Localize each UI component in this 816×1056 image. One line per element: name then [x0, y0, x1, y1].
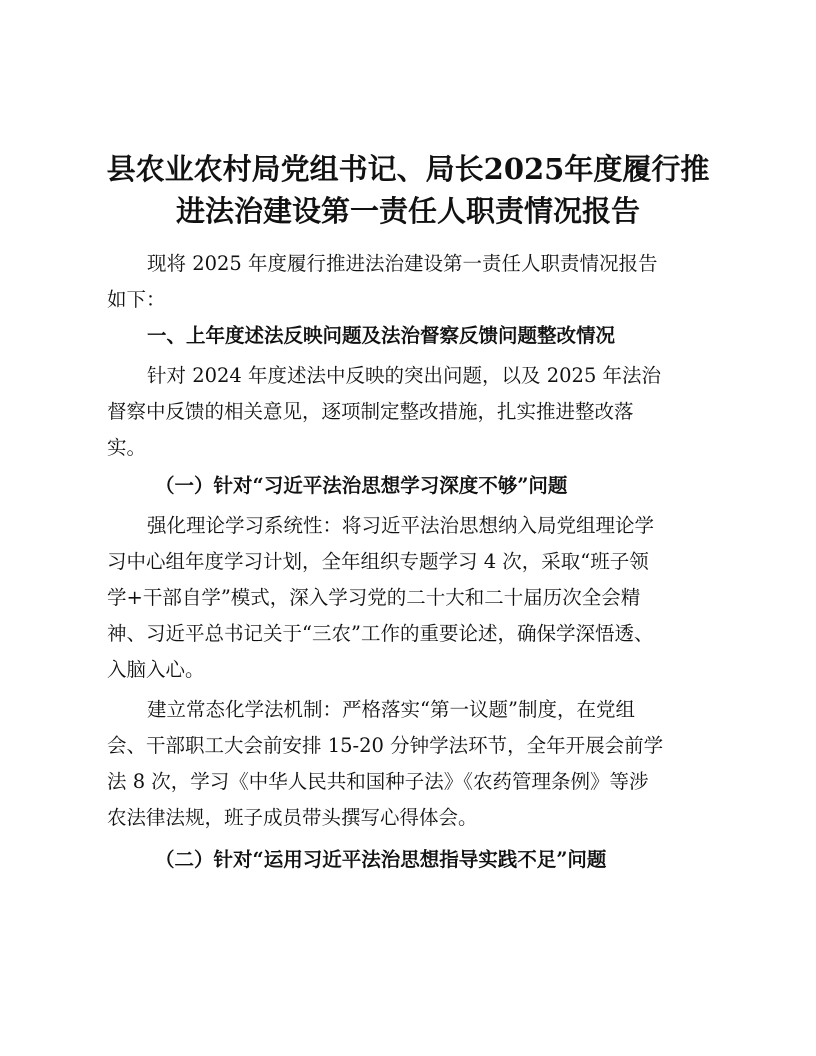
subsection-1-para-1-line-4: 神、习近平总书记关于“三农”工作的重要论述，确保学深悟透、	[107, 622, 654, 645]
intro-line-1: 现将 2025 年度履行推进法治建设第一责任人职责情况报告	[147, 252, 658, 275]
subsection-1-para-1-line-2: 习中心组年度学习计划，全年组织专题学习 4 次，采取“班子领	[107, 550, 649, 573]
subsection-1-para-2-line-4: 农法律法规，班子成员带头撰写心得体会。	[107, 806, 478, 829]
subsection-1-para-1-line-1: 强化理论学习系统性：将习近平法治思想纳入局党组理论学	[147, 514, 655, 537]
section-1-para-line-3: 实。	[107, 436, 147, 459]
subsection-2-heading: （二）针对“运用习近平法治思想指导实践不足”问题	[155, 848, 607, 871]
section-1-heading: 一、上年度述法反映问题及法治督察反馈问题整改情况	[147, 324, 616, 347]
subsection-1-para-1-line-3: 学+干部自学”模式，深入学习党的二十大和二十届历次全会精	[107, 586, 641, 609]
section-1-para-line-2: 督察中反馈的相关意见，逐项制定整改措施，扎实推进整改落	[107, 400, 634, 423]
subsection-1-heading: （一）针对“习近平法治思想学习深度不够”问题	[155, 474, 568, 497]
subsection-1-para-2-line-2: 会、干部职工大会前安排 15-20 分钟学法环节，全年开展会前学	[107, 734, 664, 757]
subsection-1-para-2-line-3: 法 8 次，学习《中华人民共和国种子法》《农药管理条例》等涉	[107, 770, 649, 793]
subsection-1-para-2-line-1: 建立常态化学法机制：严格落实“第一议题”制度，在党组	[147, 698, 635, 721]
document-title-line-2: 进法治建设第一责任人职责情况报告	[175, 194, 640, 228]
intro-line-2: 如下：	[107, 288, 166, 311]
document-title-line-1: 县农业农村局党组书记、局长2025年度履行推	[106, 152, 710, 186]
section-1-para-line-1: 针对 2024 年度述法中反映的突出问题，以及 2025 年法治	[147, 364, 662, 387]
subsection-1-para-1-line-5: 入脑入心。	[107, 658, 205, 681]
